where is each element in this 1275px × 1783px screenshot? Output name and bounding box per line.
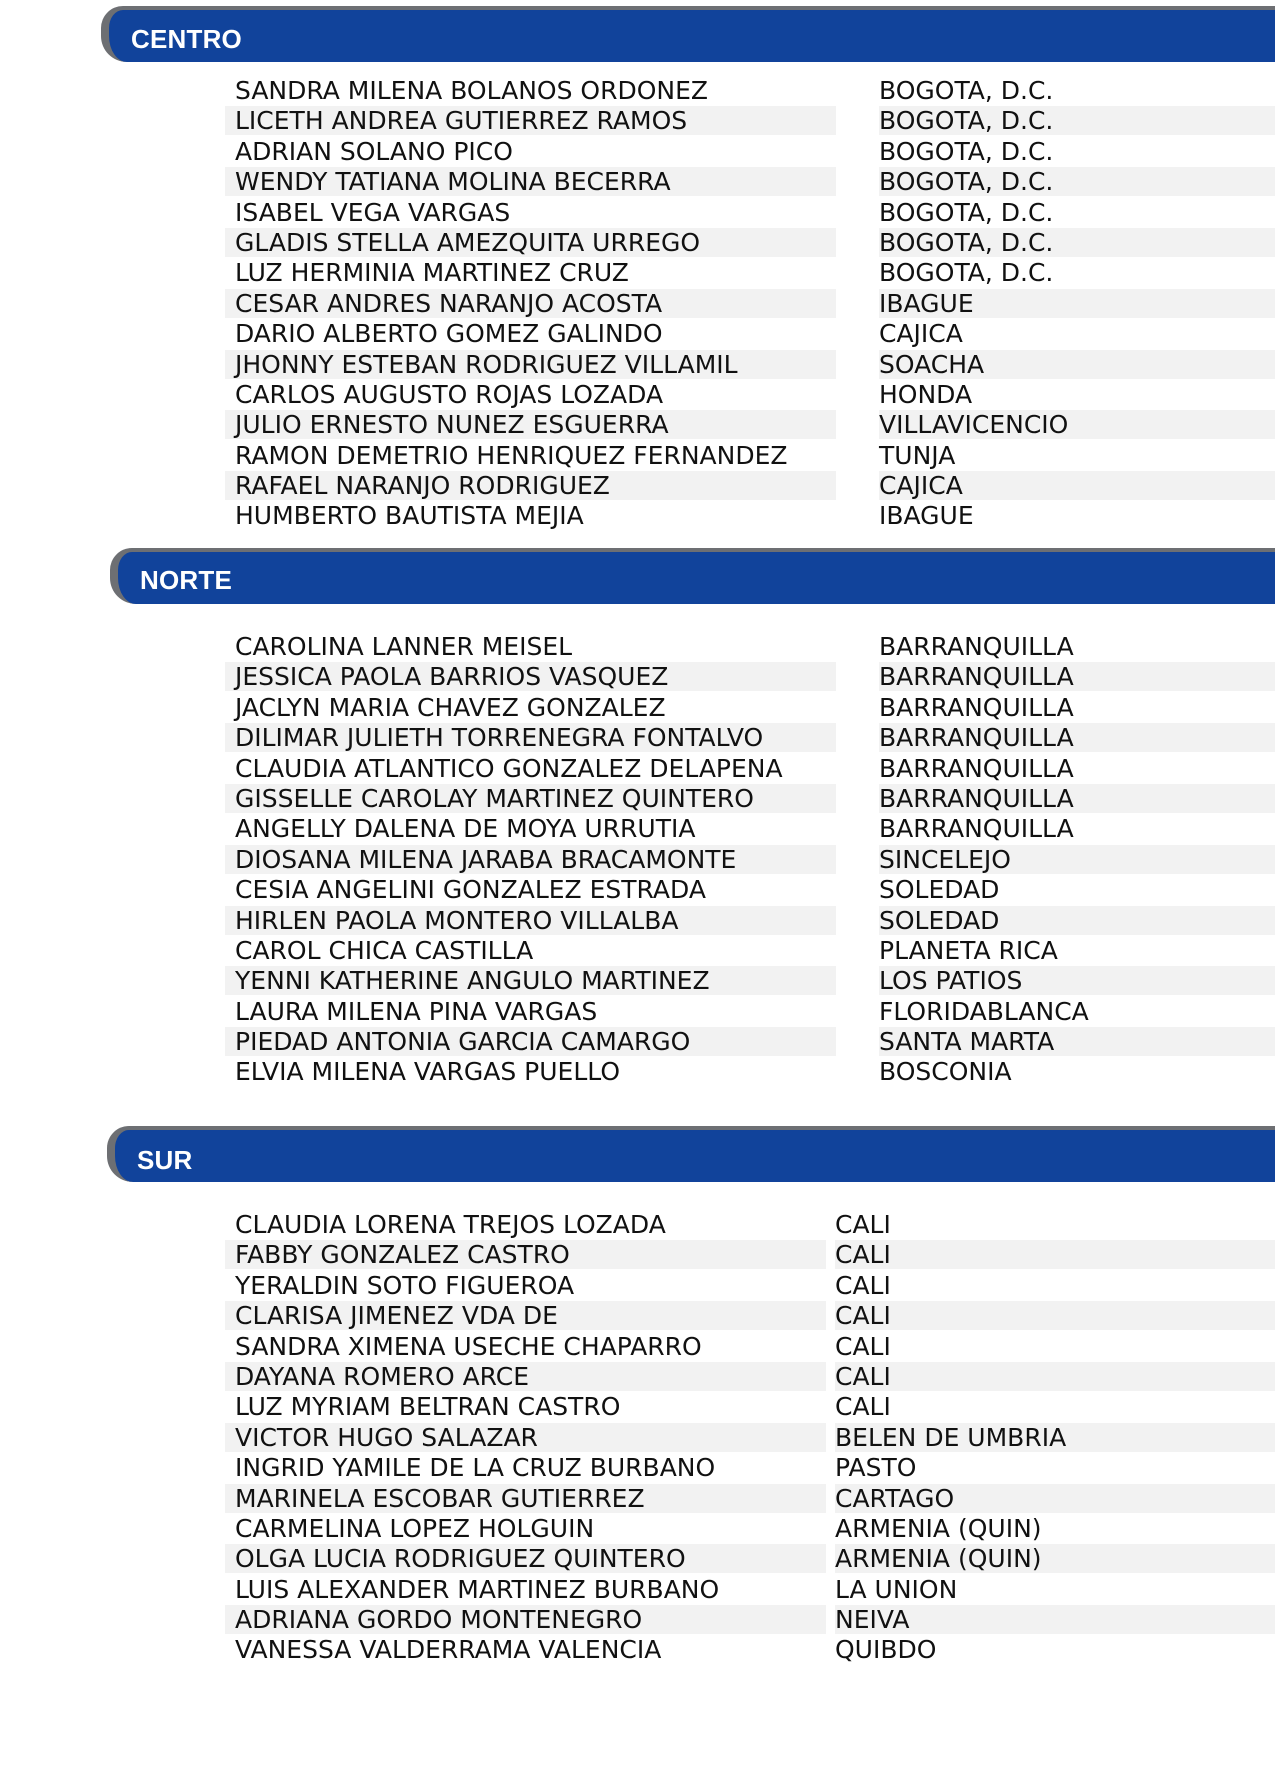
city-name: TUNJA <box>879 440 956 470</box>
person-name: FABBY GONZALEZ CASTRO <box>225 1240 826 1269</box>
city-name: PASTO <box>835 1453 917 1483</box>
table-row <box>225 1332 1275 1362</box>
person-name: VICTOR HUGO SALAZAR <box>225 1423 826 1452</box>
table-row <box>225 319 1275 349</box>
person-name: JESSICA PAOLA BARRIOS VASQUEZ <box>225 662 836 691</box>
table-row <box>225 137 1275 167</box>
city-name: SOACHA <box>879 350 1275 379</box>
table-row <box>225 875 1275 905</box>
name-city-list <box>225 632 1275 1088</box>
city-name: BARRANQUILLA <box>879 784 1275 813</box>
table-row <box>225 350 1275 380</box>
person-name: INGRID YAMILE DE LA CRUZ BURBANO <box>235 1453 716 1483</box>
city-name: CALI <box>835 1392 891 1422</box>
person-name: GLADIS STELLA AMEZQUITA URREGO <box>225 228 836 257</box>
table-row <box>225 693 1275 723</box>
city-name: HONDA <box>879 379 973 409</box>
person-name: CESAR ANDRES NARANJO ACOSTA <box>225 289 836 318</box>
table-row <box>225 814 1275 844</box>
city-name: CAJICA <box>879 319 963 349</box>
table-row <box>225 471 1275 501</box>
city-name: SOLEDAD <box>879 906 1275 935</box>
table-row <box>225 1575 1275 1605</box>
city-name: BOGOTA, D.C. <box>879 197 1054 227</box>
city-name: BARRANQUILLA <box>879 723 1275 752</box>
person-name: CARLOS AUGUSTO ROJAS LOZADA <box>235 379 664 409</box>
table-row <box>225 1453 1275 1483</box>
city-name: BELEN DE UMBRIA <box>835 1423 1275 1452</box>
section-header-band <box>110 548 1275 604</box>
table-row <box>225 1484 1275 1514</box>
table-row <box>225 966 1275 996</box>
person-name: CARMELINA LOPEZ HOLGUIN <box>235 1513 595 1543</box>
person-name: CAROLINA LANNER MEISEL <box>235 632 573 661</box>
person-name: DAYANA ROMERO ARCE <box>225 1362 826 1391</box>
table-row <box>225 723 1275 753</box>
person-name: ISABEL VEGA VARGAS <box>235 197 511 227</box>
person-name: CESIA ANGELINI GONZALEZ ESTRADA <box>235 875 706 905</box>
person-name: MARINELA ESCOBAR GUTIERREZ <box>225 1484 826 1513</box>
person-name: OLGA LUCIA RODRIGUEZ QUINTERO <box>225 1544 826 1573</box>
person-name: DIOSANA MILENA JARABA BRACAMONTE <box>225 845 836 874</box>
person-name: LICETH ANDREA GUTIERREZ RAMOS <box>225 106 836 135</box>
table-row <box>225 1605 1275 1635</box>
name-city-list <box>225 1210 1275 1666</box>
section-title: NORTE <box>140 565 232 595</box>
person-name: WENDY TATIANA MOLINA BECERRA <box>225 167 836 196</box>
city-name: CALI <box>835 1301 1275 1330</box>
city-name: FLORIDABLANCA <box>879 996 1089 1026</box>
city-name: CALI <box>835 1362 1275 1391</box>
person-name: CLAUDIA LORENA TREJOS LOZADA <box>235 1210 666 1239</box>
city-name: LA UNION <box>835 1574 958 1604</box>
table-row <box>225 380 1275 410</box>
name-city-list <box>225 76 1275 532</box>
person-name: RAFAEL NARANJO RODRIGUEZ <box>225 471 836 500</box>
table-row <box>225 845 1275 875</box>
person-name: YERALDIN SOTO FIGUEROA <box>235 1270 575 1300</box>
person-name: SANDRA MILENA BOLANOS ORDONEZ <box>235 76 708 105</box>
city-name: BOGOTA, D.C. <box>879 76 1054 105</box>
table-row <box>225 198 1275 228</box>
city-name: CARTAGO <box>835 1484 1275 1513</box>
person-name: RAMON DEMETRIO HENRIQUEZ FERNANDEZ <box>235 440 788 470</box>
person-name: VANESSA VALDERRAMA VALENCIA <box>235 1635 662 1665</box>
city-name: SANTA MARTA <box>879 1027 1275 1056</box>
person-name: LUIS ALEXANDER MARTINEZ BURBANO <box>235 1574 720 1604</box>
person-name: LAURA MILENA PINA VARGAS <box>235 996 598 1026</box>
city-name: QUIBDO <box>835 1635 937 1665</box>
table-row <box>225 1301 1275 1331</box>
city-name: BOGOTA, D.C. <box>879 258 1054 288</box>
person-name: GISSELLE CAROLAY MARTINEZ QUINTERO <box>225 784 836 813</box>
table-row <box>225 754 1275 784</box>
person-name: CLARISA JIMENEZ VDA DE <box>225 1301 826 1330</box>
section-title: CENTRO <box>131 24 242 54</box>
person-name: DILIMAR JULIETH TORRENEGRA FONTALVO <box>225 723 836 752</box>
city-name: BOGOTA, D.C. <box>879 228 1275 257</box>
city-name: BOGOTA, D.C. <box>879 136 1054 166</box>
person-name: CLAUDIA ATLANTICO GONZALEZ DELAPENA <box>235 753 783 783</box>
table-row <box>225 289 1275 319</box>
table-row <box>225 906 1275 936</box>
city-name: VILLAVICENCIO <box>879 410 1275 439</box>
city-name: CALI <box>835 1240 1275 1269</box>
person-name: ANGELLY DALENA DE MOYA URRUTIA <box>235 814 696 844</box>
city-name: LOS PATIOS <box>879 966 1275 995</box>
person-name: YENNI KATHERINE ANGULO MARTINEZ <box>225 966 836 995</box>
city-name: ARMENIA (QUIN) <box>835 1513 1042 1543</box>
person-name: JACLYN MARIA CHAVEZ GONZALEZ <box>235 692 666 722</box>
person-name: HIRLEN PAOLA MONTERO VILLALBA <box>225 906 836 935</box>
city-name: BOGOTA, D.C. <box>879 167 1275 196</box>
table-row <box>225 441 1275 471</box>
table-row <box>225 1027 1275 1057</box>
table-row <box>225 1514 1275 1544</box>
person-name: ADRIANA GORDO MONTENEGRO <box>225 1605 826 1634</box>
table-row <box>225 1240 1275 1270</box>
person-name: SANDRA XIMENA USECHE CHAPARRO <box>235 1331 702 1361</box>
table-row <box>225 1210 1275 1240</box>
city-name: IBAGUE <box>879 501 974 531</box>
city-name: CAJICA <box>879 471 1275 500</box>
city-name: ARMENIA (QUIN) <box>835 1544 1275 1573</box>
city-name: BARRANQUILLA <box>879 814 1074 844</box>
table-row <box>225 258 1275 288</box>
table-row <box>225 997 1275 1027</box>
section-header-band <box>101 6 1275 62</box>
city-name: BARRANQUILLA <box>879 662 1275 691</box>
city-name: CALI <box>835 1331 891 1361</box>
table-row <box>225 1423 1275 1453</box>
table-row <box>225 784 1275 814</box>
table-row <box>225 1057 1275 1087</box>
table-row <box>225 167 1275 197</box>
table-row <box>225 106 1275 136</box>
table-row <box>225 1271 1275 1301</box>
city-name: SINCELEJO <box>879 845 1275 874</box>
section-title: SUR <box>137 1145 193 1175</box>
person-name: LUZ MYRIAM BELTRAN CASTRO <box>235 1392 621 1422</box>
city-name: BOGOTA, D.C. <box>879 106 1275 135</box>
city-name: BARRANQUILLA <box>879 632 1074 661</box>
person-name: HUMBERTO BAUTISTA MEJIA <box>235 501 584 531</box>
person-name: ELVIA MILENA VARGAS PUELLO <box>235 1057 620 1087</box>
person-name: DARIO ALBERTO GOMEZ GALINDO <box>235 319 663 349</box>
person-name: CAROL CHICA CASTILLA <box>235 935 534 965</box>
table-row <box>225 410 1275 440</box>
city-name: NEIVA <box>835 1605 1275 1634</box>
table-row <box>225 501 1275 531</box>
table-row <box>225 662 1275 692</box>
city-name: BARRANQUILLA <box>879 753 1074 783</box>
city-name: BARRANQUILLA <box>879 692 1074 722</box>
table-row <box>225 76 1275 106</box>
section-header-band <box>107 1126 1275 1182</box>
city-name: CALI <box>835 1270 891 1300</box>
table-row <box>225 1362 1275 1392</box>
person-name: LUZ HERMINIA MARTINEZ CRUZ <box>235 258 629 288</box>
table-row <box>225 1392 1275 1422</box>
city-name: SOLEDAD <box>879 875 1000 905</box>
table-row <box>225 936 1275 966</box>
city-name: PLANETA RICA <box>879 935 1058 965</box>
person-name: PIEDAD ANTONIA GARCIA CAMARGO <box>225 1027 836 1056</box>
person-name: JHONNY ESTEBAN RODRIGUEZ VILLAMIL <box>225 350 836 379</box>
table-row <box>225 1635 1275 1665</box>
person-name: JULIO ERNESTO NUNEZ ESGUERRA <box>225 410 836 439</box>
city-name: IBAGUE <box>879 289 1275 318</box>
city-name: CALI <box>835 1210 891 1239</box>
person-name: ADRIAN SOLANO PICO <box>235 136 513 166</box>
city-name: BOSCONIA <box>879 1057 1012 1087</box>
table-row <box>225 228 1275 258</box>
table-row <box>225 632 1275 662</box>
table-row <box>225 1544 1275 1574</box>
